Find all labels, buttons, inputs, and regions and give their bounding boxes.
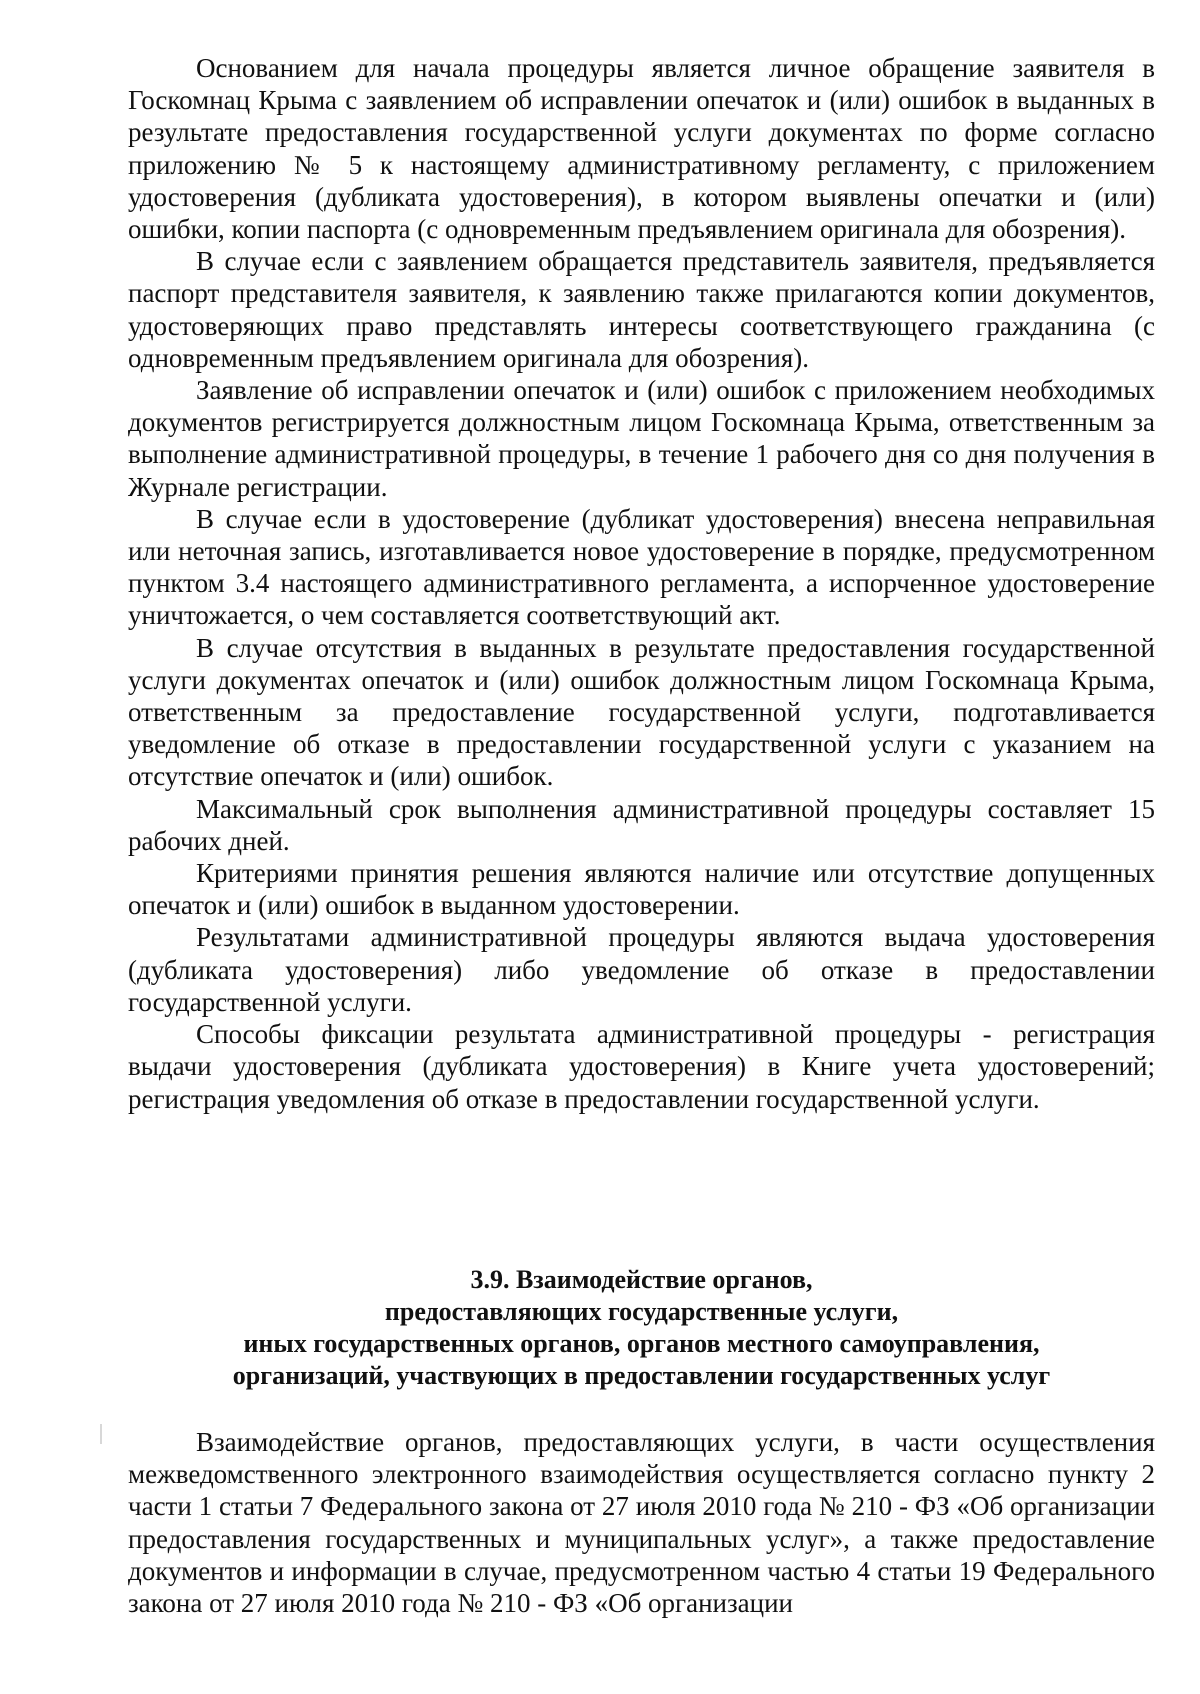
paragraph-representative: В случае если с заявлением обращается представитель заявителя, предъявляется паспорт представителя заявителя, к заявлению также прилагаются копии документов, удостоверяющих право представлять интересы соответствующего гражданина (с одновременным предъявлением оригинала для обозрения). [128, 246, 1155, 373]
paragraph-results: Результатами административной процедуры являются выдача удостоверения (дубликата удостоверения) либо уведомление об отказе в предоставлении государственной услуги. [128, 922, 1155, 1017]
paragraph-incorrect-entry: В случае если в удостоверение (дубликат удостоверения) внесена неправильная или неточная запись, изготавливается новое удостоверение в порядке, предусмотренном пунктом 3.4 настоящего административного регламента, а испорченное удостоверение уничтожается, о чем составляется соответствующий акт. [128, 503, 1155, 631]
paragraph-criteria: Критериями принятия решения являются наличие или отсутствие допущенных опечаток и (или) ошибок в выданном удостоверении. [128, 858, 1155, 921]
section-text [128, 1426, 1155, 1619]
scan-mark [100, 1424, 102, 1444]
section-heading-line: организаций, участвующих в предоставлении государственных услуг [232, 1361, 1051, 1390]
section-heading-line: предоставляющих государственные услуги, [384, 1297, 899, 1326]
section-heading [128, 1264, 1155, 1392]
paragraph-interaction: Взаимодействие органов, предоставляющих услуги, в части осуществления межведомственного электронного взаимодействия осуществляется согласно пункту 2 части 1 статьи 7 Федерального закона от 27 июля 2010 года № 210 - ФЗ «Об организации предоставления государственных и муниципальных услуг», а также предоставление документов и информации в случае, предусмотренном частью 4 статьи 19 Федерального закона от 27 июля 2010 года № 210 - ФЗ «Об организации [128, 1427, 1155, 1619]
paragraph-max-term: Максимальный срок выполнения административной процедуры составляет 15 рабочих дней. [128, 793, 1155, 856]
paragraph-registration: Заявление об исправлении опечаток и (или) ошибок с приложением необходимых документов регистрируется должностным лицом Госкомнаца Крыма, ответственным за выполнение административной процедуры, в течение 1 рабочего дня со дня получения в Журнале регистрации. [128, 375, 1155, 502]
paragraph-grounds: Основанием для начала процедуры является личное обращение заявителя в Госкомнац Крыма с заявлением об исправлении опечаток и (или) ошибок в выданных в результате предоставления государственной услуги документах по форме согласно приложению № 5 к настоящему административному регламенту, с приложением удостоверения (дубликата удостоверения), в котором выявлены опечатки и (или) ошибки, копии паспорта (с одновременным предъявлением оригинала для обозрения). [128, 53, 1155, 245]
section-heading-line: иных государственных органов, органов местного самоуправления, [243, 1329, 1040, 1358]
paragraph-fixation: Способы фиксации результата административной процедуры - регистрация выдачи удостоверения (дубликата удостоверения) в Книге учета удостоверений; регистрация уведомления об отказе в предоставлении государственной услуги. [128, 1019, 1155, 1114]
section-heading-line: 3.9. Взаимодействие органов, [470, 1265, 813, 1294]
paragraph-no-errors: В случае отсутствия в выданных в результате предоставления государственной услуги документах опечаток и (или) ошибок должностным лицом Госкомнаца Крыма, ответственным за предоставление государственной услуги, подготавливается уведомление об отказе в предоставлении государственной услуги с указанием на отсутствие опечаток и (или) ошибок. [128, 632, 1155, 792]
procedure-text [128, 52, 1155, 1115]
